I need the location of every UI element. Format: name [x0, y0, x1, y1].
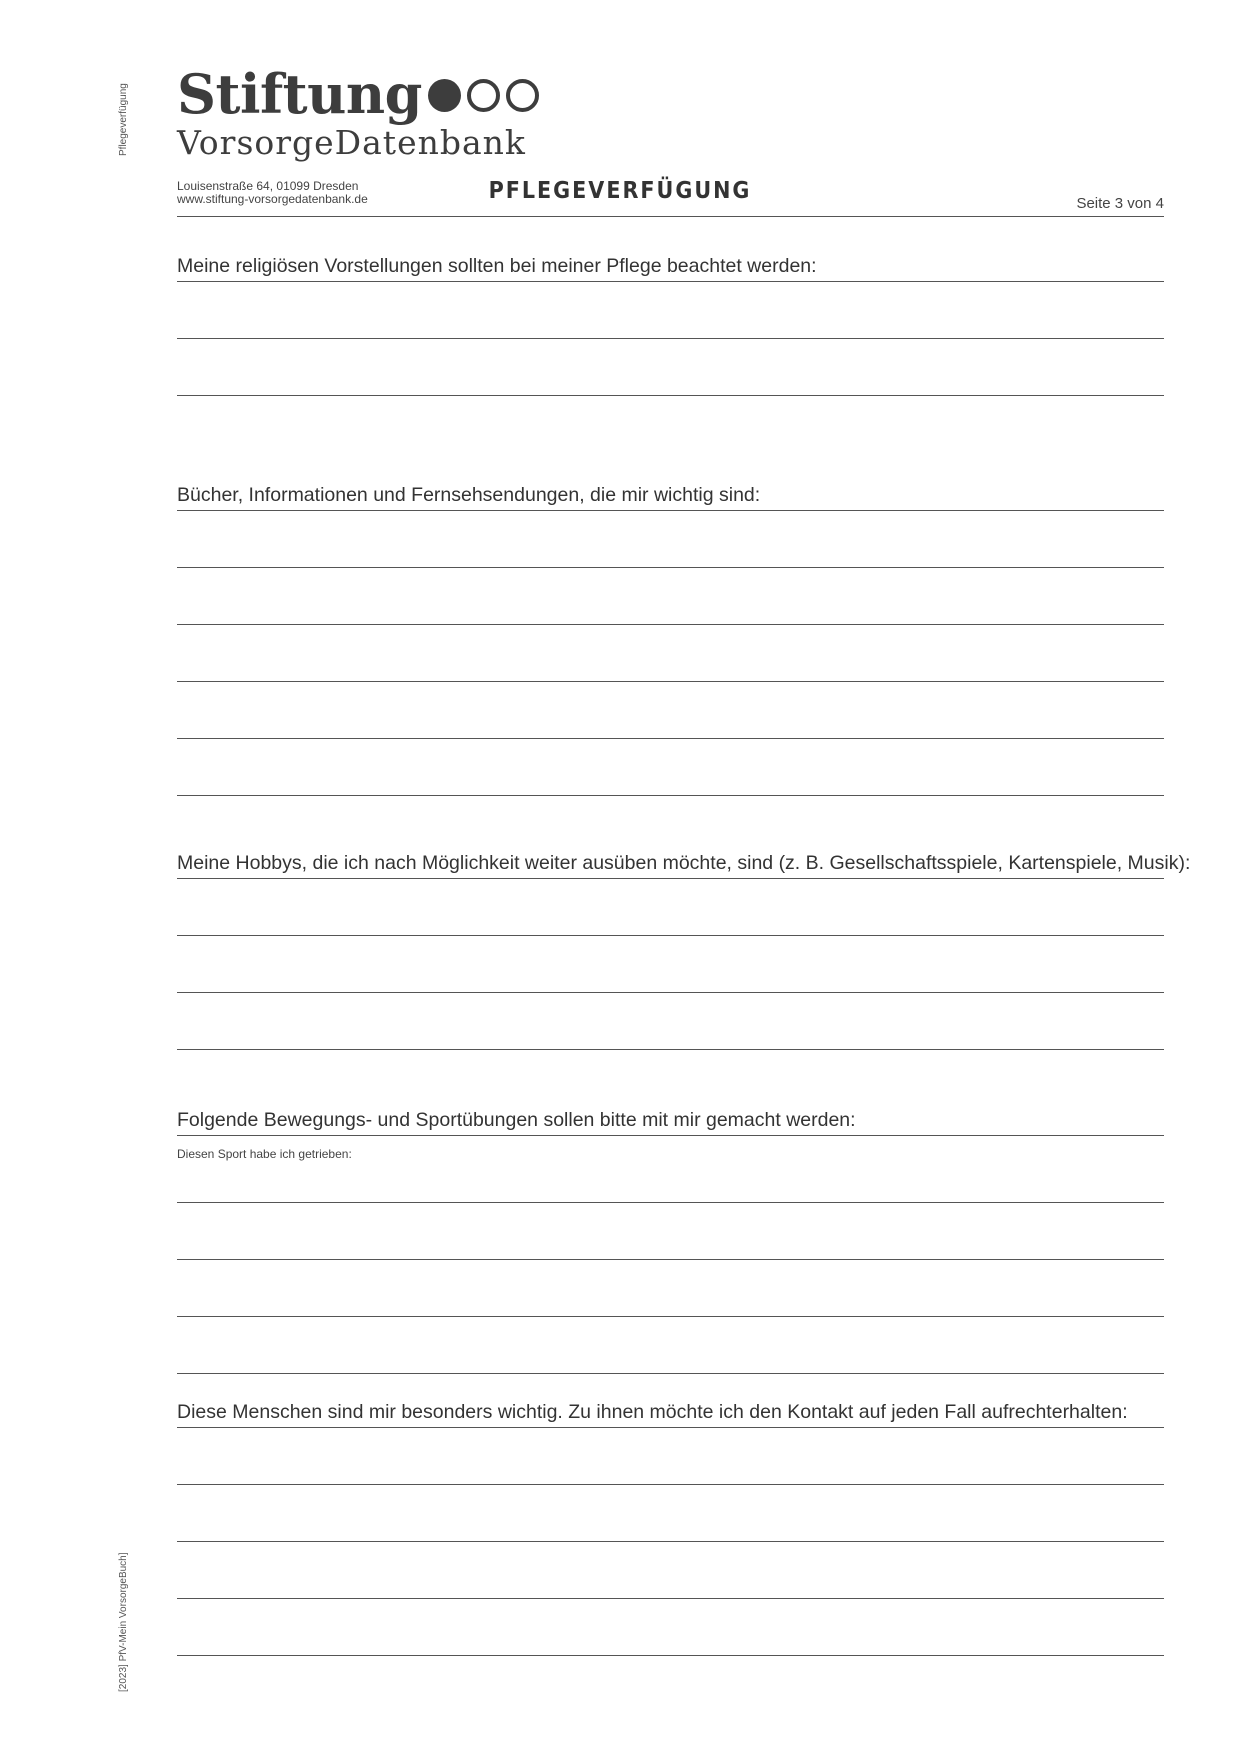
writing-line[interactable]	[177, 682, 1164, 739]
writing-line[interactable]	[177, 1428, 1164, 1485]
writing-line[interactable]	[177, 511, 1164, 568]
side-label-document-name: Pflegeverfügung	[118, 83, 129, 156]
document-title: PFLEGEVERFÜGUNG	[488, 178, 752, 204]
writing-line[interactable]	[177, 1599, 1164, 1656]
section-prompt: Diese Menschen sind mir besonders wichtig. Zu ihnen möchte ich den Kontakt auf jeden Fall aufrechterhalten:	[177, 1398, 1164, 1428]
logo	[177, 62, 545, 162]
section-prompt: Meine religiösen Vorstellungen sollten bei meiner Pflege beachtet werden:	[177, 252, 1164, 282]
section-prompt: Bücher, Informationen und Fernsehsendungen, die mir wichtig sind:	[177, 481, 1164, 511]
writing-line[interactable]	[177, 1542, 1164, 1599]
writing-line[interactable]	[177, 739, 1164, 796]
section-exercise	[177, 1106, 1164, 1374]
writing-line[interactable]	[177, 936, 1164, 993]
header-divider	[177, 216, 1164, 217]
address-street: Louisenstraße 64, 01099 Dresden	[177, 179, 359, 193]
writing-line[interactable]	[177, 339, 1164, 396]
logo-dots-icon	[428, 79, 545, 112]
section-important-people	[177, 1398, 1164, 1656]
writing-line[interactable]	[177, 879, 1164, 936]
section-prompt: Folgende Bewegungs- und Sportübungen sollen bitte mit mir gemacht werden:	[177, 1106, 1164, 1136]
logo-word-vorsorgedatenbank: VorsorgeDatenbank	[177, 123, 526, 162]
writing-line[interactable]	[177, 993, 1164, 1050]
writing-line[interactable]	[177, 1485, 1164, 1542]
section-prompt: Meine Hobbys, die ich nach Möglichkeit weiter ausüben möchte, sind (z. B. Gesellschaftsspiele, Kartenspiele, Musik):	[177, 849, 1164, 879]
page-number: Seite 3 von 4	[1076, 195, 1164, 212]
section-subprompt: Diesen Sport habe ich getrieben:	[177, 1147, 352, 1161]
address-website: www.stiftung-vorsorgedatenbank.de	[177, 192, 368, 206]
section-religious-beliefs	[177, 252, 1164, 396]
writing-line[interactable]	[177, 1162, 1164, 1203]
writing-line[interactable]	[177, 1260, 1164, 1317]
writing-line[interactable]	[177, 625, 1164, 682]
section-hobbies	[177, 849, 1191, 1050]
writing-line[interactable]	[177, 282, 1164, 339]
writing-line[interactable]	[177, 568, 1164, 625]
side-label-form-code: [2023] PfV-Mein VorsorgeBuch]	[118, 1552, 129, 1692]
writing-line[interactable]	[177, 1317, 1164, 1374]
logo-word-stiftung: Stiftung	[177, 62, 422, 126]
writing-line[interactable]	[177, 1203, 1164, 1260]
section-books-media	[177, 481, 1164, 796]
